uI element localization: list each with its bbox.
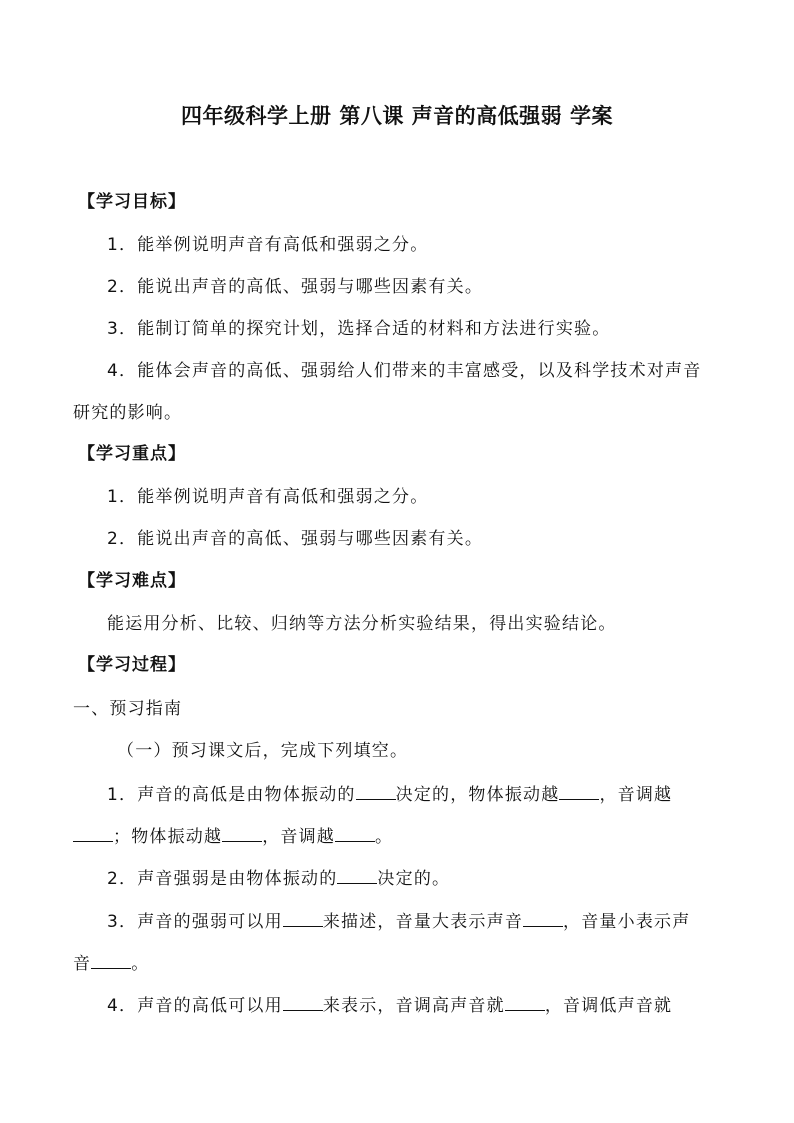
process-subsection-title: （一）预习课文后，完成下列填空。 — [117, 741, 409, 761]
fill-blank[interactable] — [356, 781, 396, 800]
question-1-line-1 — [107, 781, 672, 807]
key-point-item: 1．能举例说明声音有高低和强弱之分。 — [107, 487, 429, 507]
question-text: ；物体振动越 — [113, 827, 223, 847]
fill-blank[interactable] — [523, 908, 563, 927]
question-text: 。 — [375, 827, 394, 847]
question-text: ，音调越 — [599, 785, 673, 805]
section-heading-goals: 【学习目标】 — [78, 192, 186, 212]
question-3-line-2 — [73, 950, 149, 976]
goal-item: 3．能制订简单的探究计划，选择合适的材料和方法进行实验。 — [107, 319, 611, 339]
question-text: 2．声音强弱是由物体振动的 — [107, 869, 338, 889]
question-text: ，音调低声音就 — [544, 996, 673, 1016]
question-text: 来描述，音量大表示声音 — [322, 912, 524, 932]
fill-blank[interactable] — [283, 908, 323, 927]
section-heading-difficulties: 【学习难点】 — [78, 571, 186, 591]
question-text: 3．声音的强弱可以用 — [107, 912, 283, 932]
question-text: 决定的，物体振动越 — [395, 785, 560, 805]
goal-item: 2．能说出声音的高低、强弱与哪些因素有关。 — [107, 277, 484, 297]
fill-blank[interactable] — [337, 865, 377, 884]
section-heading-key-points: 【学习重点】 — [78, 444, 186, 464]
fill-blank[interactable] — [335, 823, 375, 842]
goal-item-continued: 研究的影响。 — [73, 403, 183, 423]
difficulty-item: 能运用分析、比较、归纳等方法分析实验结果，得出实验结论。 — [107, 614, 617, 634]
goal-item: 1．能举例说明声音有高低和强弱之分。 — [107, 235, 429, 255]
document-title: 四年级科学上册 第八课 声音的高低强弱 学案 — [181, 103, 613, 128]
process-part-title: 一、预习指南 — [73, 699, 183, 719]
fill-blank[interactable] — [91, 950, 131, 969]
section-heading-process: 【学习过程】 — [78, 655, 186, 675]
question-4-line-1 — [107, 992, 672, 1018]
question-text: 4．声音的高低可以用 — [107, 996, 283, 1016]
question-text: 1．声音的高低是由物体振动的 — [107, 785, 356, 805]
question-1-line-2 — [73, 823, 393, 849]
fill-blank[interactable] — [73, 823, 113, 842]
key-point-item: 2．能说出声音的高低、强弱与哪些因素有关。 — [107, 529, 484, 549]
fill-blank[interactable] — [559, 781, 599, 800]
goal-item: 4．能体会声音的高低、强弱给人们带来的丰富感受，以及科学技术对声音 — [107, 361, 702, 381]
fill-blank[interactable] — [222, 823, 262, 842]
question-text: 决定的。 — [377, 869, 451, 889]
question-text: 。 — [131, 954, 150, 974]
fill-blank[interactable] — [283, 992, 323, 1011]
question-2 — [107, 865, 450, 891]
question-text: ，音调越 — [262, 827, 336, 847]
question-text: 音 — [73, 954, 92, 974]
question-text: ，音量小表示声 — [563, 912, 691, 932]
question-text: 来表示，音调高声音就 — [322, 996, 505, 1016]
fill-blank[interactable] — [505, 992, 545, 1011]
question-3-line-1 — [107, 908, 690, 934]
